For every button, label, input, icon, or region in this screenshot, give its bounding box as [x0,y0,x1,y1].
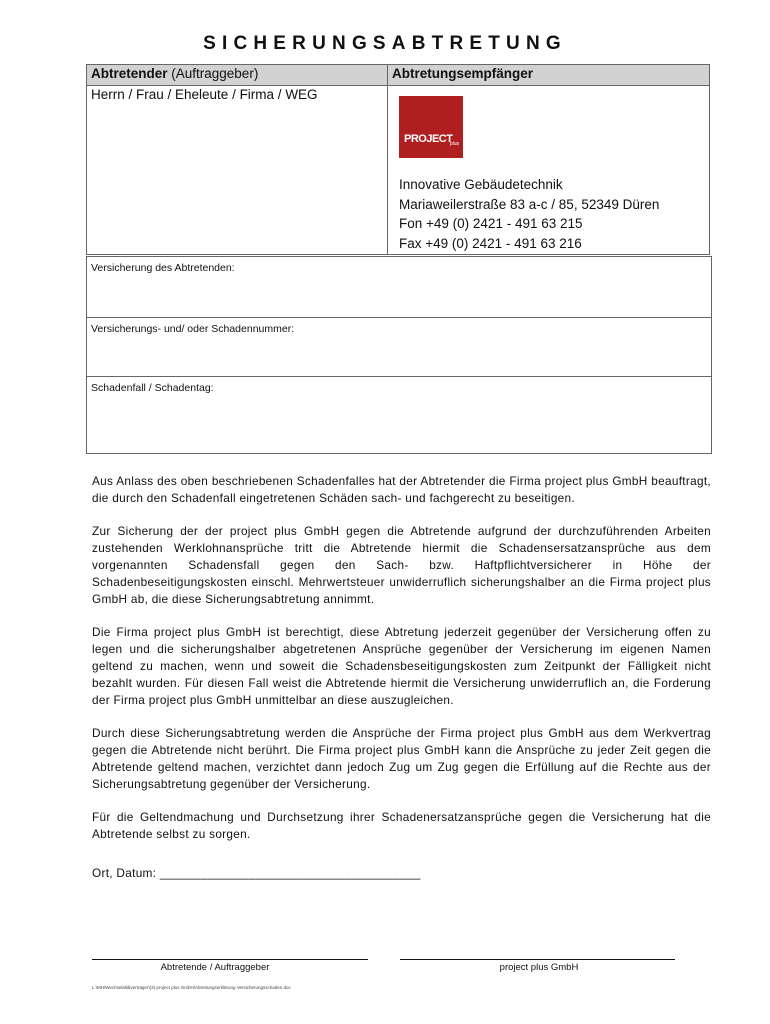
paragraph: Aus Anlass des oben beschriebenen Schadenfalles hat der Abtretender die Firma project plus GmbH beauftragt, die durch den Schadenfall eingetretenen Schäden sach- und fachgerecht zu beseitigen. [92,474,711,505]
signature-line-right[interactable] [400,959,675,960]
signature-label-right: project plus GmbH [499,962,579,973]
assignee-header [388,65,710,86]
assignor-field[interactable] [87,86,388,255]
signature-line-left[interactable] [92,959,368,960]
place-date-field[interactable]: Ort, Datum: ______________________________________ [92,866,421,880]
assignor-label: Abtretender [91,66,168,81]
signature-label-left: Abtretende / Auftraggeber [160,962,270,973]
paragraph: Die Firma project plus GmbH ist berechtigt, diese Abtretung jederzeit gegenüber der Versicherung offen zu legen und die sicherungshalber abgetretenen Ansprüche gegenüber der Versicherung im eigenen Namen geltend zu machen, wenn und soweit die Schadensbeseitigungskosten zum Zeitpunkt der Fälligkeit nicht bezahlt wurden. Für diesen Fall weist die Abtretende hiermit die Versicherung unwiderruflich an, die Forderung der Firma project plus GmbH unmittelbar an diese auszugleichen. [92,625,711,707]
parties-table [86,64,710,255]
assignee-info [388,86,710,255]
company-name: Innovative Gebäudetechnik [399,177,563,192]
company-fax: Fax +49 (0) 2421 - 491 63 216 [399,235,582,251]
claim-date-label: Schadenfall / Schadentag: [91,382,214,394]
assignor-header [87,65,388,86]
assignor-options: Herrn / Frau / Eheleute / Firma / WEG [91,87,318,102]
body-text [92,473,711,898]
company-phone: Fon +49 (0) 2421 - 491 63 215 [399,216,583,231]
claim-number-label: Versicherungs- und/ oder Schadennummer: [91,323,295,335]
company-logo [399,96,463,158]
company-street: Mariaweilerstraße 83 a-c / 85, 52349 Düren [399,196,660,212]
logo-text: PROJECT [404,133,453,145]
claim-number-field[interactable] [87,317,711,376]
insurer-field[interactable] [87,257,711,317]
assignor-sublabel: (Auftraggeber) [167,66,259,81]
claim-date-field[interactable] [87,376,711,453]
insurer-label: Versicherung des Abtretenden: [91,262,235,274]
file-path-footer: L:\MH\Wechselalldiverträger\(3) project plus GmbH\Abtretungserklärung Versicherungsschaden.doc [92,985,291,990]
company-address [399,175,705,253]
paragraph: Für die Geltendmachung und Durchsetzung ihrer Schadenersatzansprüche gegen die Versicherung hat die Abtretende selbst zu sorgen. [92,810,711,841]
paragraph: Durch diese Sicherungsabtretung werden die Ansprüche der Firma project plus GmbH aus dem Werkvertrag gegen die Abtretende nicht berührt. Die Firma project plus GmbH kann die Ansprüche zu jeder Zeit gegen die Abtretende geltend machen, verzichtet dann jedoch Zug um Zug gegen die Erfüllung auf die Rechte aus der Sicherungsabtretung gegenüber der Versicherung. [92,726,711,791]
logo-small-text: plus [449,141,459,147]
document-title: SICHERUNGSABTRETUNG [203,33,567,54]
assignee-label: Abtretungsempfänger [392,66,534,81]
paragraph: Zur Sicherung der der project plus GmbH gegen die Abtretende aufgrund der durchzuführenden Arbeiten zustehenden Werklohnansprüche tritt die Abtretende hiermit die Schadensersatzansprüche aus dem vorgenannten Schadensfall gegen den Sach- bzw. Haftpflichtversicherer in Höhe der Schadenbeseitigungskosten einschl. Mehrwertsteuer unwiderruflich sicherungshalber an die Firma project plus GmbH ab, die diese Sicherungsabtretung annimmt. [92,524,711,606]
insurance-box [86,256,712,454]
